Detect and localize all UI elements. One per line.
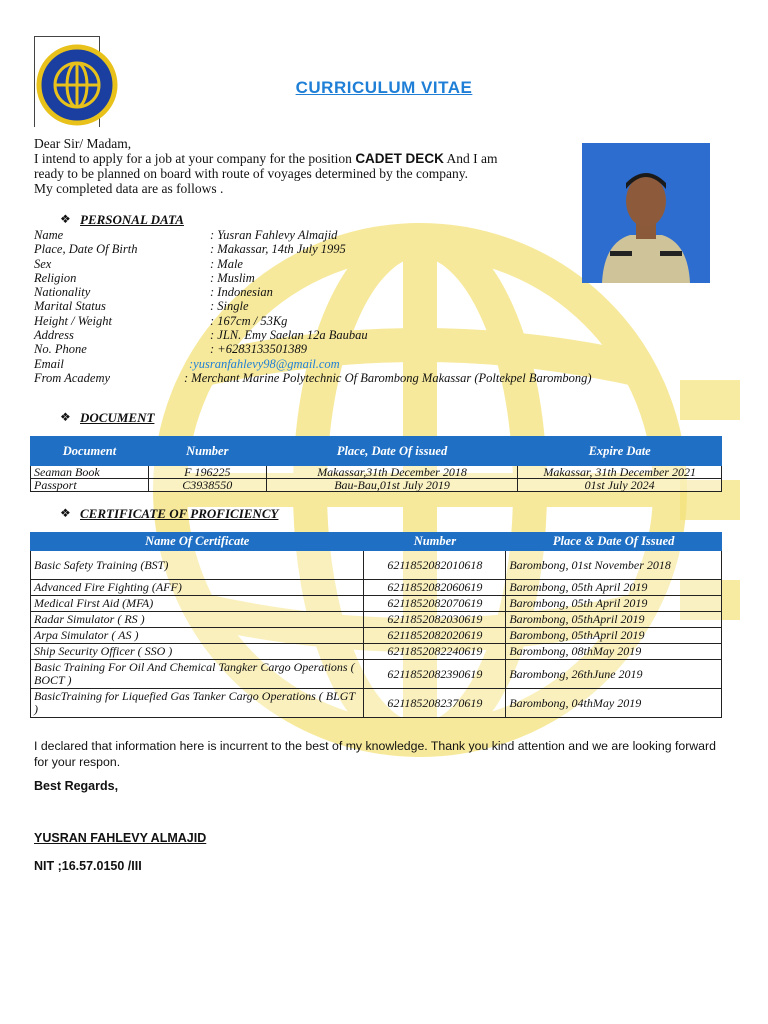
table-row: Seaman Book F 196225 Makassar,31th December 2018 Makassar, 31th December 2021 [31,466,722,479]
document-table [30,436,722,492]
table-header: Name Of Certificate [31,533,364,551]
table-header: Expire Date [518,437,722,466]
field-academy: From Academy : Merchant Marine Polytechnic Of Barombong Makassar (Poltekpel Barombong) [34,370,592,385]
document-heading: DOCUMENT [80,410,155,425]
table-row: Advanced Fire Fighting (AFF) 6211852082060619 Barombong, 05th April 2019 [31,580,722,596]
diamond-bullet-icon: ❖ [60,410,71,424]
nit-number: NIT ;16.57.0150 /III [34,859,142,873]
intro-paragraph [34,136,574,196]
intro-line-2: ready to be planned on board with route of voyages determined by the company. [34,166,468,181]
applicant-photo [582,143,710,283]
regards: Best Regards, [34,779,119,793]
diamond-bullet-icon: ❖ [60,506,71,520]
diamond-bullet-icon: ❖ [60,212,71,226]
field-address: Address : JLN. Emy Saelan 12a Baubau [34,328,368,343]
field-sex: Sex : Male [34,256,243,271]
intro-line-3: My completed data are as follows . [34,181,224,196]
table-row: Medical First Aid (MFA) 6211852082070619 Barombong, 05th April 2019 [31,596,722,612]
table-row: Radar Simulator ( RS ) 6211852082030619 Barombong, 05thApril 2019 [31,612,722,628]
intro-text-cont: And I am [443,151,498,166]
table-header: Number [148,437,266,466]
field-religion: Religion : Muslim [34,270,255,285]
table-row: Basic Training For Oil And Chemical Tangker Cargo Operations ( BOCT ) 6211852082390619 Barombong, 26thJune 2019 [31,660,722,689]
table-header: Document [31,437,149,466]
intro-text: I intend to apply for a job at your company for the position [34,151,356,166]
field-phone: No. Phone : +6283133501389 [34,342,307,357]
field-email: Email : yusranfahlevy98@gmail.com [34,356,340,371]
table-row: Arpa Simulator ( AS ) 6211852082020619 Barombong, 05thApril 2019 [31,628,722,644]
email-link[interactable]: yusranfahlevy98@gmail.com [193,356,340,371]
signature-name: YUSRAN FAHLEVY ALMAJID [34,831,207,845]
certificate-table [30,532,722,718]
field-nationality: Nationality : Indonesian [34,285,273,300]
declaration-text: I declared that information here is incurrent to the best of my knowledge. Thank you kind attention and we are looking forward for your respon. [34,739,716,769]
table-row: Passport C3938550 Bau-Bau,01st July 2019 01st July 2024 [31,479,722,492]
table-header: Place, Date Of issued [266,437,518,466]
field-name: Name : Yusran Fahlevy Almajid [34,228,338,242]
table-header: Number [364,533,506,551]
field-height-weight: Height / Weight : 167cm / 53Kg [34,313,288,328]
personal-data-heading: PERSONAL DATA [80,212,184,227]
certificate-heading: CERTIFICATE OF PROFICIENCY [80,506,279,521]
table-row: Ship Security Officer ( SSO ) 6211852082240619 Barombong, 08thMay 2019 [31,644,722,660]
table-row: BasicTraining for Liquefied Gas Tanker Cargo Operations ( BLGT ) 6211852082370619 Barombong, 04thMay 2019 [31,689,722,718]
field-marital: Marital Status : Single [34,299,249,314]
salutation: Dear Sir/ Madam, [34,136,132,151]
page-title: CURRICULUM VITAE [295,78,473,97]
table-row: Basic Safety Training (BST) 6211852082010618 Barombong, 01st November 2018 [31,551,722,580]
table-header: Place & Date Of Issued [506,533,722,551]
position-name: CADET DECK [355,151,444,166]
field-birth: Place, Date Of Birth : Makassar, 14th July 1995 [34,242,346,257]
personal-data-list [34,228,592,385]
